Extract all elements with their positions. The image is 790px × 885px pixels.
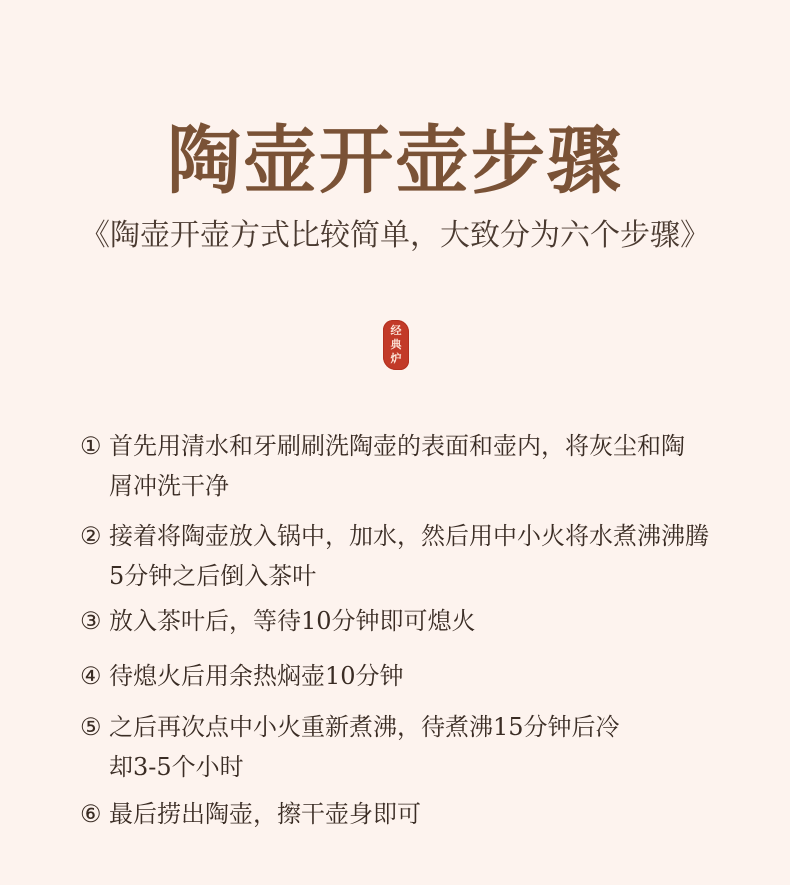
step-text: 首先用清水和牙刷刷洗陶壶的表面和壶内，将灰尘和陶屑冲洗干净 xyxy=(109,432,685,500)
step-number: ⑤ xyxy=(80,713,102,741)
step-number: ④ xyxy=(80,662,102,690)
step-number: ⑥ xyxy=(80,800,102,828)
page-subtitle: 《陶壶开壶方式比较简单，大致分为六个步骤》 xyxy=(80,218,710,253)
step-text: 最后捞出陶壶，擦干壶身即可 xyxy=(109,800,421,828)
step-text: 接着将陶壶放入锅中，加水，然后用中小火将水煮沸沸腾5分钟之后倒入茶叶 xyxy=(109,522,709,590)
page-title: 陶壶开壶步骤 xyxy=(167,118,623,204)
step-number: ② xyxy=(80,522,102,550)
step-text: 放入茶叶后，等待10分钟即可熄火 xyxy=(109,607,476,635)
seal-char: 典 xyxy=(390,338,402,351)
seal-char: 经 xyxy=(390,324,402,337)
seal-char: 炉 xyxy=(390,352,402,365)
step-text: 之后再次点中小火重新煮沸，待煮沸15分钟后冷却3-5个小时 xyxy=(109,713,620,781)
step-number: ① xyxy=(80,432,102,460)
seal-stamp-icon xyxy=(383,320,409,370)
step-number: ③ xyxy=(80,607,102,635)
step-text: 待熄火后用余热焖壶10分钟 xyxy=(109,662,404,690)
